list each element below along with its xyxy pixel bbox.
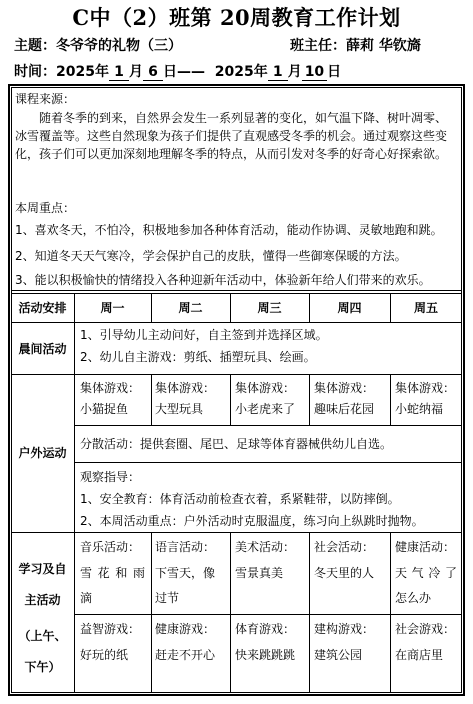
end-day: 10 [302,64,327,81]
outdoor-game-type: 集体游戏： [314,381,375,395]
theme-label: 主题： [14,38,56,54]
outdoor-label: 户外运动 [18,446,67,460]
outdoor-game-type: 集体游戏： [395,381,456,395]
game-title: 好玩的纸 [80,648,129,662]
divider [309,532,310,693]
divider [230,374,231,425]
study-label-4: 下午） [24,660,61,674]
divider [11,290,462,291]
game-title: 在商店里 [395,648,444,662]
end-month: 1 [268,64,288,81]
month-char: 月 [128,64,143,80]
theme-line [14,35,182,55]
observation-label: 观察指导： [80,470,141,484]
day-thursday: 周四 [337,301,362,315]
outdoor-game-type: 集体游戏： [155,381,216,395]
morning-item-2: 2、幼儿自主游戏：剪纸、插塑玩具、绘画。 [80,350,316,364]
day-dash: 日—— [162,64,205,80]
end-year: 2025 [214,64,254,80]
page-title: C中（2）班第 20周教育工作计划 [72,5,401,30]
game-type: 建构游戏： [314,622,375,636]
game-title: 赶走不开心 [155,648,216,662]
activity-type: 语言活动： [155,540,216,554]
game-title: 快来跳跳跳 [235,648,296,662]
activity-type: 美术活动： [235,540,296,554]
start-day: 6 [143,64,163,81]
teacher-line [290,35,421,55]
divider [151,532,152,693]
teacher-value: 薛莉 华钦旖 [346,38,421,54]
study-label-1: 学习及自 [18,562,67,576]
outdoor-game-name: 趣味后花园 [314,402,375,416]
morning-label: 晨间活动 [18,342,67,356]
activity-title-cont: 滴 [80,591,93,605]
morning-item-1: 1、引导幼儿主动问好，自主签到并选择区域。 [80,328,328,342]
teacher-label: 班主任： [290,38,346,54]
start-year: 2025 [56,64,95,80]
time-label: 时间： [14,64,56,80]
divider [74,293,75,693]
game-title: 建筑公园 [314,648,363,662]
day-monday: 周一 [100,301,125,315]
theme-value: 冬爷爷的礼物（三） [56,38,182,54]
outdoor-game-name: 大型玩具 [155,402,204,416]
course-source-text: 随着冬季的到来，自然界会发生一系列显著的变化，如气温下降、树叶凋零、冰雪覆盖等。这些自然现象为孩子们提供了直观感受冬季的机会。通过观察这些变化，孩子们可以更加深刻地理解冬季的特点，从而引发对冬季的好奇心好探索欲。 [15,111,448,161]
divider [74,462,462,463]
divider [230,532,231,693]
divider [11,293,462,294]
activity-type: 音乐活动： [80,540,141,554]
activity-title: 冬天里的人 [314,566,375,580]
start-month: 1 [109,64,129,81]
divider [74,425,462,426]
month-char-2: 月 [287,64,302,80]
game-type: 健康游戏： [155,622,216,636]
outdoor-game-name: 小老虎来了 [235,402,296,416]
activity-title: 雪花和雨 [80,566,145,580]
day-tuesday: 周二 [178,301,203,315]
divider [74,614,462,615]
activity-title: 下雪天，像 [155,566,216,580]
time-line [14,61,341,81]
game-type: 社会游戏： [395,622,456,636]
year-char-2: 年 [253,64,268,80]
course-source-label: 课程来源： [15,92,76,106]
outdoor-game-type: 集体游戏： [235,381,296,395]
focus-item-2: 2、知道冬天天气寒冷，学会保护自己的皮肤，懂得一些御寒保暖的方法。 [15,249,407,263]
observation-item-2: 2、本周活动重点：户外活动时克服温度，练习向上纵跳时抛物。 [80,514,424,528]
observation-item-1: 1、安全教育：体育活动前检查衣着，系紧鞋带，以防摔倒。 [80,492,400,506]
outdoor-game-type: 集体游戏： [80,381,141,395]
group-activity: 分散活动：提供套圈、尾巴、足球等体育器械供幼儿自选。 [80,437,393,451]
divider [151,374,152,425]
weekly-focus-label: 本周重点： [15,201,76,215]
schedule-header: 活动安排 [18,301,67,315]
activity-type: 社会活动： [314,540,375,554]
outdoor-game-name: 小蛇纳福 [395,402,444,416]
focus-item-3: 3、能以积极愉快的情绪投入各种迎新年活动中，体验新年给人们带来的欢乐。 [15,273,431,287]
activity-title-cont: 过节 [155,591,180,605]
day-char-2: 日 [327,64,342,80]
activity-title: 天气冷了 [395,566,457,580]
outdoor-game-name: 小猫捉鱼 [80,402,129,416]
divider [390,532,391,693]
day-friday: 周五 [413,301,438,315]
game-type: 益智游戏： [80,622,141,636]
year-char: 年 [94,64,109,80]
day-wednesday: 周三 [257,301,282,315]
divider [11,374,462,375]
focus-item-1: 1、喜欢冬天，不怕冷，积极地参加各种体育活动，能动作协调、灵敏地跑和跳。 [15,223,443,237]
divider [309,374,310,425]
divider [11,532,462,533]
study-label-3: （上午、 [18,629,67,643]
game-type: 体育游戏： [235,622,296,636]
activity-title: 雪景真美 [235,566,284,580]
divider [390,374,391,425]
activity-title-cont: 怎么办 [395,591,432,605]
activity-type: 健康活动： [395,540,456,554]
divider [11,322,462,323]
study-label-2: 主活动 [24,593,61,607]
